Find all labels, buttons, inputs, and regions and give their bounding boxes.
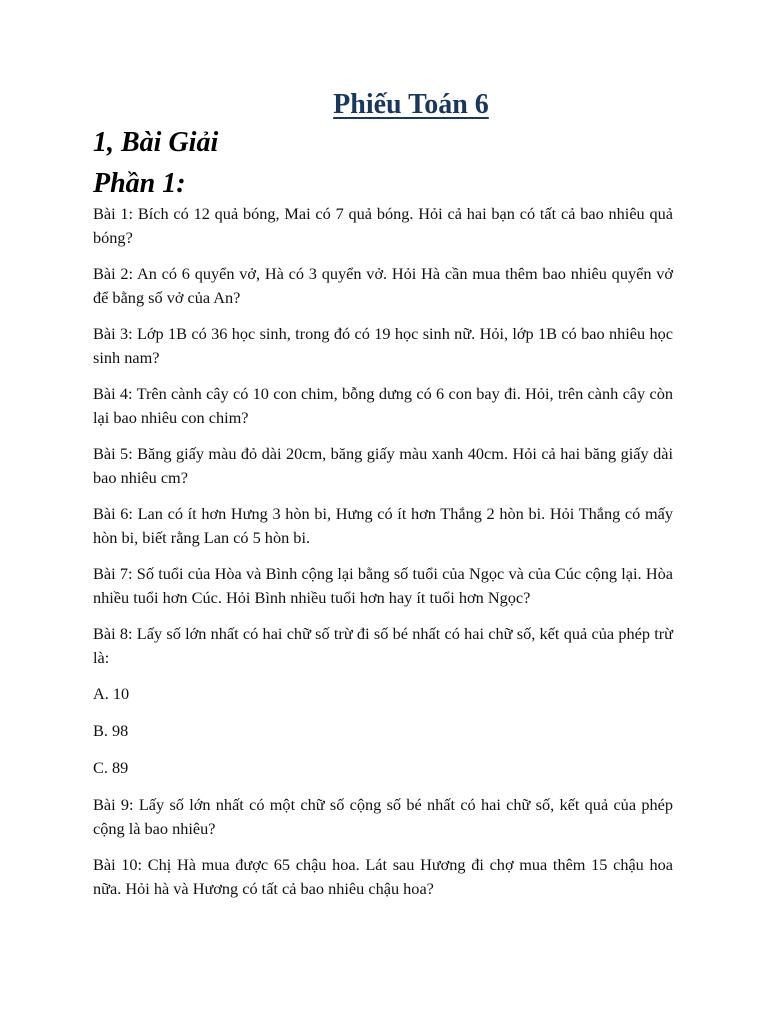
problem-1: Bài 1: Bích có 12 quả bóng, Mai có 7 quả bóng. Hỏi cả hai bạn có tất cả bao nhiêu quả bóng? bbox=[93, 204, 673, 247]
problem-8-option-b: B. 98 bbox=[93, 721, 129, 740]
problem-8: Bài 8: Lấy số lớn nhất có hai chữ số trừ đi số bé nhất có hai chữ số, kết quả của phép trừ là: bbox=[93, 624, 673, 667]
problem-9: Bài 9: Lấy số lớn nhất có một chữ số cộng số bé nhất có hai chữ số, kết quả của phép cộng là bao nhiêu? bbox=[93, 795, 673, 838]
part-heading: Phần 1: bbox=[93, 168, 186, 199]
section-heading: 1, Bài Giải bbox=[93, 127, 219, 158]
problem-8-option-c: C. 89 bbox=[93, 758, 129, 777]
problem-4: Bài 4: Trên cành cây có 10 con chim, bỗng dưng có 6 con bay đi. Hỏi, trên cành cây còn lại bao nhiêu con chim? bbox=[93, 384, 673, 427]
document-title: Phiếu Toán 6 bbox=[333, 89, 489, 120]
problem-list bbox=[93, 202, 673, 913]
problem-10: Bài 10: Chị Hà mua được 65 chậu hoa. Lát sau Hương đi chợ mua thêm 15 chậu hoa nữa. Hỏi hà và Hương có tất cả bao nhiêu chậu hoa? bbox=[93, 855, 673, 898]
problem-3: Bài 3: Lớp 1B có 36 học sinh, trong đó có 19 học sinh nữ. Hỏi, lớp 1B có bao nhiêu học sinh nam? bbox=[93, 324, 673, 367]
problem-8-option-a: A. 10 bbox=[93, 684, 130, 703]
problem-2: Bài 2: An có 6 quyển vở, Hà có 3 quyển vở. Hỏi Hà cần mua thêm bao nhiêu quyển vở để bằng số vở của An? bbox=[93, 264, 673, 307]
problem-5: Bài 5: Băng giấy màu đỏ dài 20cm, băng giấy màu xanh 40cm. Hỏi cả hai băng giấy dài bao nhiêu cm? bbox=[93, 444, 673, 487]
problem-7: Bài 7: Số tuổi của Hòa và Bình cộng lại bằng số tuổi của Ngọc và của Cúc cộng lại. Hòa nhiều tuổi hơn Cúc. Hỏi Bình nhiều tuổi hơn hay ít tuổi hơn Ngọc? bbox=[93, 564, 673, 607]
problem-6: Bài 6: Lan có ít hơn Hưng 3 hòn bi, Hưng có ít hơn Thắng 2 hòn bi. Hỏi Thắng có mấy hòn bi, biết rằng Lan có 5 hòn bi. bbox=[93, 504, 673, 547]
